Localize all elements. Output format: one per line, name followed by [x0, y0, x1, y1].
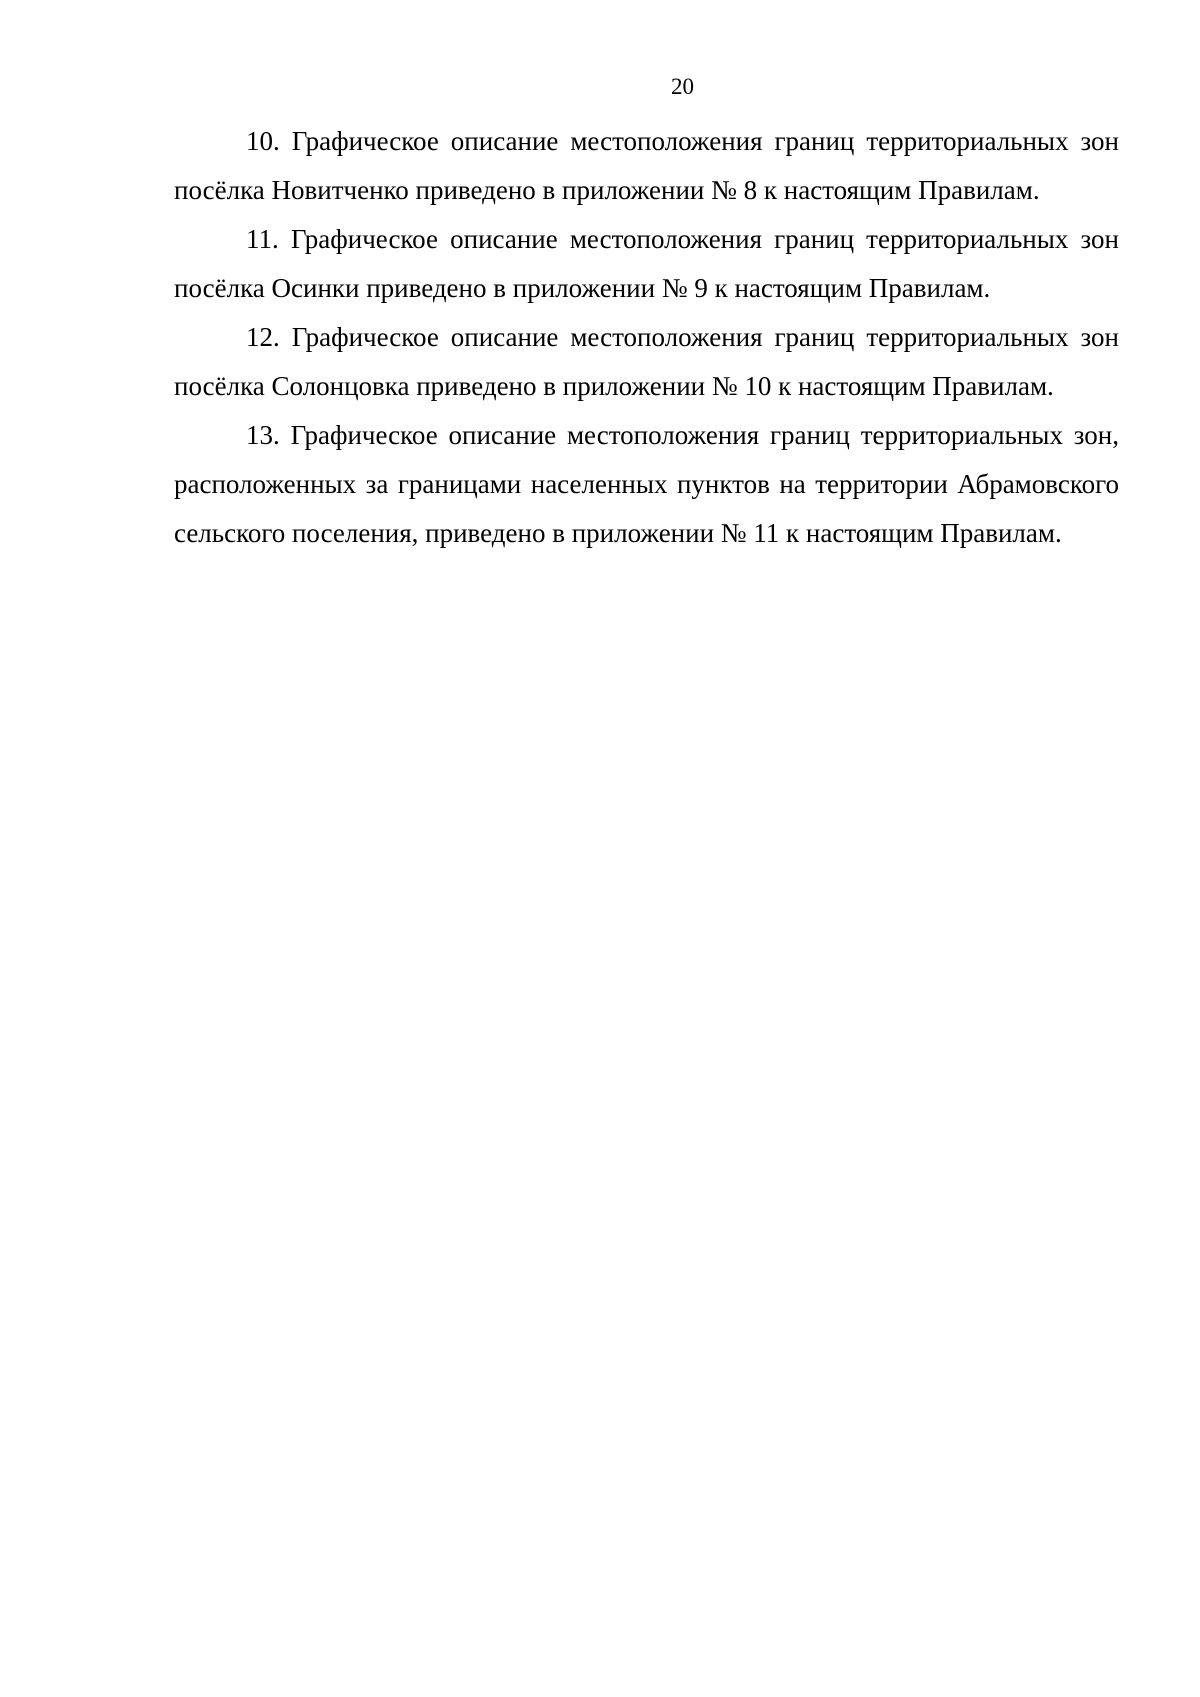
page-number: 20 — [671, 74, 694, 99]
paragraph-13: 13. Графическое описание местоположения границ территориальных зон, расположенных за границами населенных пунктов на территории Абрамовского сельского поселения, приведено в приложении № 11 к настоящим Правилам. — [174, 420, 1119, 548]
document-body — [174, 117, 1119, 558]
paragraph-10: 10. Графическое описание местоположения границ территориальных зон посёлка Новитченко приведено в приложении № 8 к настоящим Правилам. — [174, 126, 1119, 205]
paragraph-11: 11. Графическое описание местоположения границ территориальных зон посёлка Осинки приведено в приложении № 9 к настоящим Правилам. — [174, 224, 1119, 303]
paragraph-12: 12. Графическое описание местоположения границ территориальных зон посёлка Солонцовка приведено в приложении № 10 к настоящим Правилам. — [174, 322, 1119, 401]
